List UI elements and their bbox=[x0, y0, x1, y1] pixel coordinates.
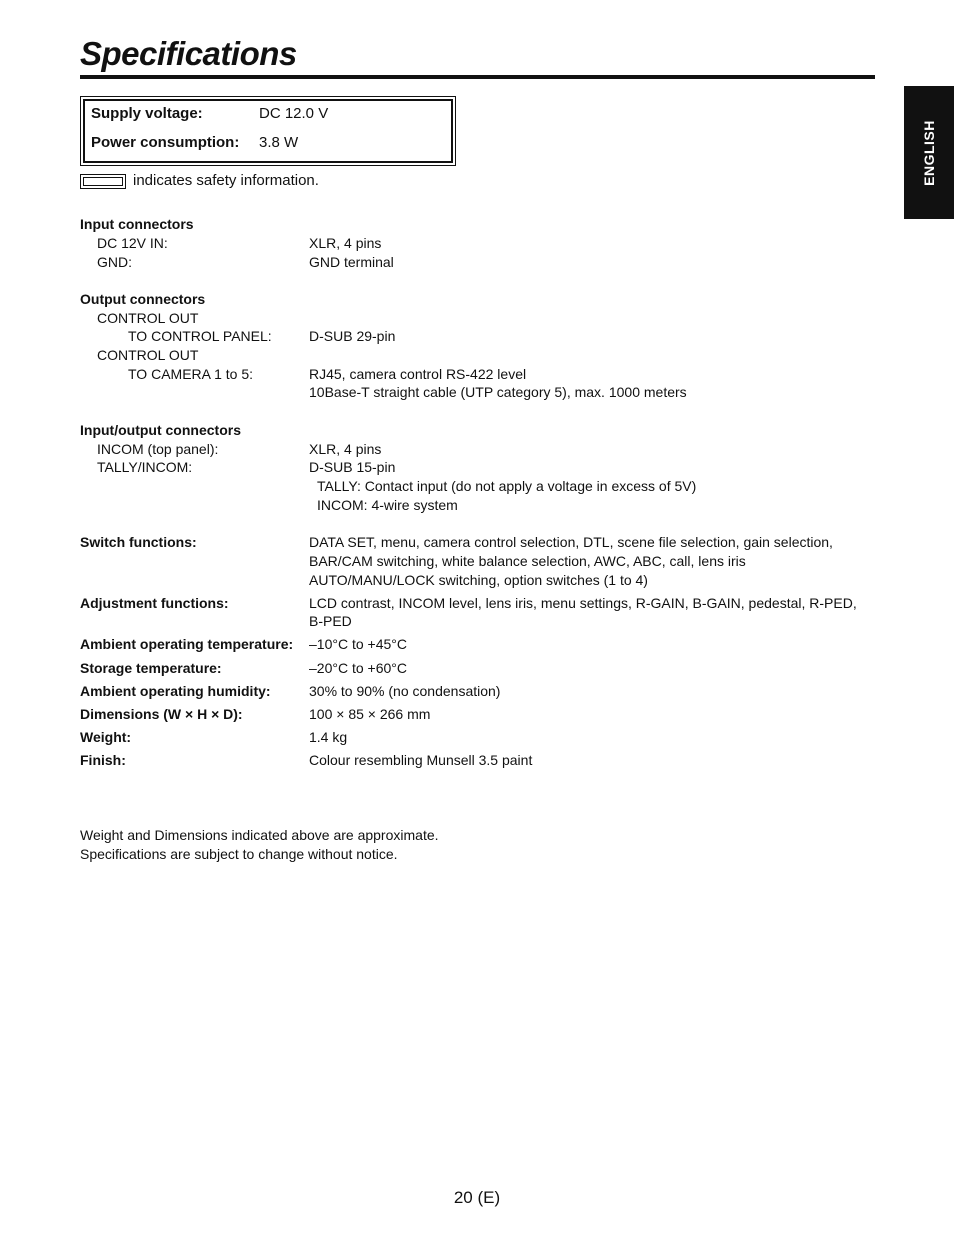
ambient-temp-label: Ambient operating temperature: bbox=[80, 636, 294, 652]
finish-label: Finish: bbox=[80, 752, 126, 768]
control-out-panel-label: CONTROL OUT bbox=[97, 310, 199, 326]
language-tab-label: ENGLISH bbox=[921, 119, 937, 186]
to-control-panel-value: D-SUB 29-pin bbox=[309, 328, 396, 344]
adjustment-functions-label: Adjustment functions: bbox=[80, 595, 229, 611]
dc-in-value: XLR, 4 pins bbox=[309, 235, 382, 251]
switch-functions-label: Switch functions: bbox=[80, 534, 197, 550]
adjustment-functions-line-1: LCD contrast, INCOM level, lens iris, menu settings, R-GAIN, B-GAIN, pedestal, R-PED, bbox=[309, 595, 857, 611]
output-connectors-heading: Output connectors bbox=[80, 291, 206, 307]
incom-label: INCOM (top panel): bbox=[97, 441, 219, 457]
power-consumption-row bbox=[91, 134, 299, 152]
input-connectors-heading: Input connectors bbox=[80, 216, 194, 232]
humidity-value: 30% to 90% (no condensation) bbox=[309, 683, 501, 699]
title-divider bbox=[80, 75, 875, 79]
power-consumption-value: 3.8 W bbox=[259, 134, 299, 151]
switch-functions-line-2: BAR/CAM switching, white balance selection, AWC, ABC, call, lens iris bbox=[309, 553, 746, 569]
adjustment-functions-line-2: B-PED bbox=[309, 613, 352, 629]
tally-incom-value: D-SUB 15-pin bbox=[309, 459, 396, 475]
power-consumption-label: Power consumption: bbox=[91, 134, 240, 151]
ambient-temp-value: –10°C to +45°C bbox=[309, 636, 407, 652]
to-camera-label: TO CAMERA 1 to 5: bbox=[128, 366, 254, 382]
dimensions-label: Dimensions (W × H × D): bbox=[80, 706, 243, 722]
humidity-label: Ambient operating humidity: bbox=[80, 683, 271, 699]
tally-detail: TALLY: Contact input (do not apply a voltage in excess of 5V) bbox=[317, 478, 697, 494]
page-title: Specifications bbox=[80, 35, 297, 72]
incom-value: XLR, 4 pins bbox=[309, 441, 382, 457]
control-out-camera-label: CONTROL OUT bbox=[97, 347, 199, 363]
approximate-note: Weight and Dimensions indicated above are approximate. bbox=[80, 827, 439, 843]
supply-voltage-row bbox=[91, 105, 329, 123]
gnd-value: GND terminal bbox=[309, 254, 394, 270]
safety-legend-text: indicates safety information. bbox=[133, 172, 319, 189]
weight-value: 1.4 kg bbox=[309, 729, 348, 745]
safety-symbol-icon bbox=[80, 174, 126, 189]
io-connectors-heading: Input/output connectors bbox=[80, 422, 241, 438]
dc-in-label: DC 12V IN: bbox=[97, 235, 168, 251]
language-tab bbox=[904, 86, 954, 219]
finish-value: Colour resembling Munsell 3.5 paint bbox=[309, 752, 533, 768]
to-control-panel-label: TO CONTROL PANEL: bbox=[128, 328, 272, 344]
storage-temp-value: –20°C to +60°C bbox=[309, 660, 407, 676]
switch-functions-line-1: DATA SET, menu, camera control selection, DTL, scene file selection, gain selection, bbox=[309, 534, 833, 550]
supply-voltage-value: DC 12.0 V bbox=[259, 105, 329, 122]
change-notice: Specifications are subject to change without notice. bbox=[80, 846, 398, 862]
storage-temp-label: Storage temperature: bbox=[80, 660, 222, 676]
gnd-label: GND: bbox=[97, 254, 132, 270]
supply-box bbox=[80, 96, 456, 166]
weight-label: Weight: bbox=[80, 729, 132, 745]
dimensions-value: 100 × 85 × 266 mm bbox=[309, 706, 431, 722]
to-camera-value: RJ45, camera control RS-422 level bbox=[309, 366, 527, 382]
incom-detail: INCOM: 4-wire system bbox=[317, 497, 458, 513]
supply-voltage-label: Supply voltage: bbox=[91, 105, 203, 122]
page-number: 20 (E) bbox=[453, 1188, 501, 1207]
switch-functions-line-3: AUTO/MANU/LOCK switching, option switches (1 to 4) bbox=[309, 572, 648, 588]
to-camera-cable-value: 10Base-T straight cable (UTP category 5), max. 1000 meters bbox=[309, 384, 687, 400]
tally-incom-label: TALLY/INCOM: bbox=[97, 459, 193, 475]
